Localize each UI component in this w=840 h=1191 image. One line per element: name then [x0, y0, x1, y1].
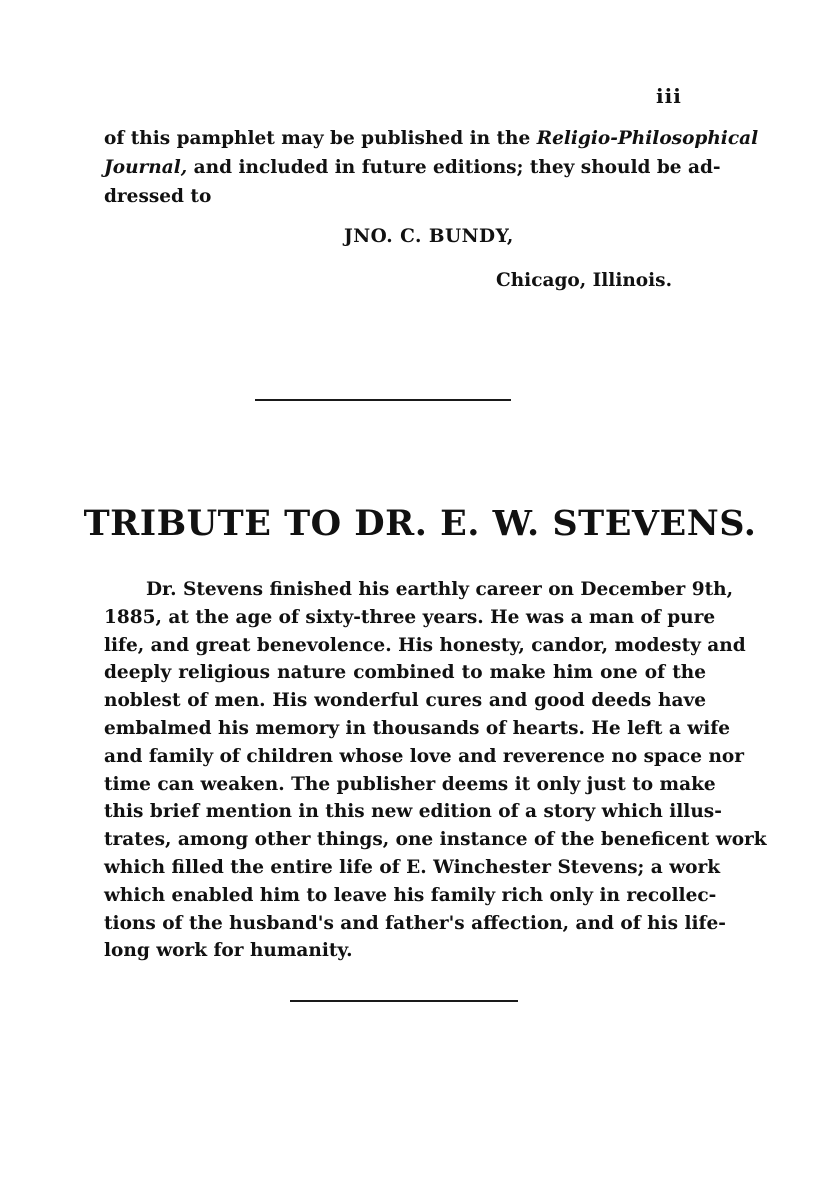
- intro-line-2: [104, 153, 721, 182]
- tribute-line: this brief mention in this new edition of a story which illus-: [104, 801, 722, 823]
- addressee-name: JNO. C. BUNDY,: [344, 226, 514, 247]
- addressee-location: Chicago, Illinois.: [496, 270, 673, 291]
- intro-line-1: [104, 124, 759, 153]
- tribute-line: time can weaken. The publisher deems it only just to make: [104, 773, 716, 795]
- page-number: iii: [656, 84, 682, 108]
- tribute-line: 1885, at the age of sixty-three years. He was a man of pure: [104, 606, 716, 628]
- section-divider-top: [255, 399, 511, 401]
- section-divider-bottom: [290, 1000, 518, 1002]
- intro-line-1-prefix: of this pamphlet may be published in the: [104, 128, 531, 149]
- tribute-line: long work for humanity.: [104, 940, 353, 962]
- journal-title-part-2: Journal,: [104, 157, 188, 178]
- tribute-line: tions of the husband's and father's affection, and of his life-: [104, 912, 726, 934]
- tribute-title: TRIBUTE TO DR. E. W. STEVENS.: [83, 503, 757, 544]
- tribute-line: deeply religious nature combined to make him one of the: [104, 662, 706, 684]
- tribute-line: embalmed his memory in thousands of hearts. He left a wife: [104, 717, 730, 739]
- intro-line-2-rest: and included in future editions; they should be ad-: [193, 157, 721, 178]
- tribute-line: Dr. Stevens finished his earthly career on December 9th,: [146, 579, 734, 600]
- intro-line-3: dressed to: [104, 186, 212, 207]
- tribute-line: which filled the entire life of E. Winchester Stevens; a work: [104, 856, 721, 878]
- journal-title-part-1: Religio-Philosophical: [536, 128, 759, 149]
- tribute-line: which enabled him to leave his family rich only in recollec-: [104, 884, 717, 906]
- tribute-line: life, and great benevolence. His honesty, candor, modesty and: [104, 634, 746, 656]
- tribute-paragraph: [104, 576, 767, 965]
- tribute-line: and family of children whose love and reverence no space nor: [104, 745, 744, 767]
- intro-paragraph: [104, 124, 759, 211]
- tribute-line: trates, among other things, one instance of the beneficent work: [104, 829, 767, 851]
- tribute-line: noblest of men. His wonderful cures and good deeds have: [104, 690, 706, 712]
